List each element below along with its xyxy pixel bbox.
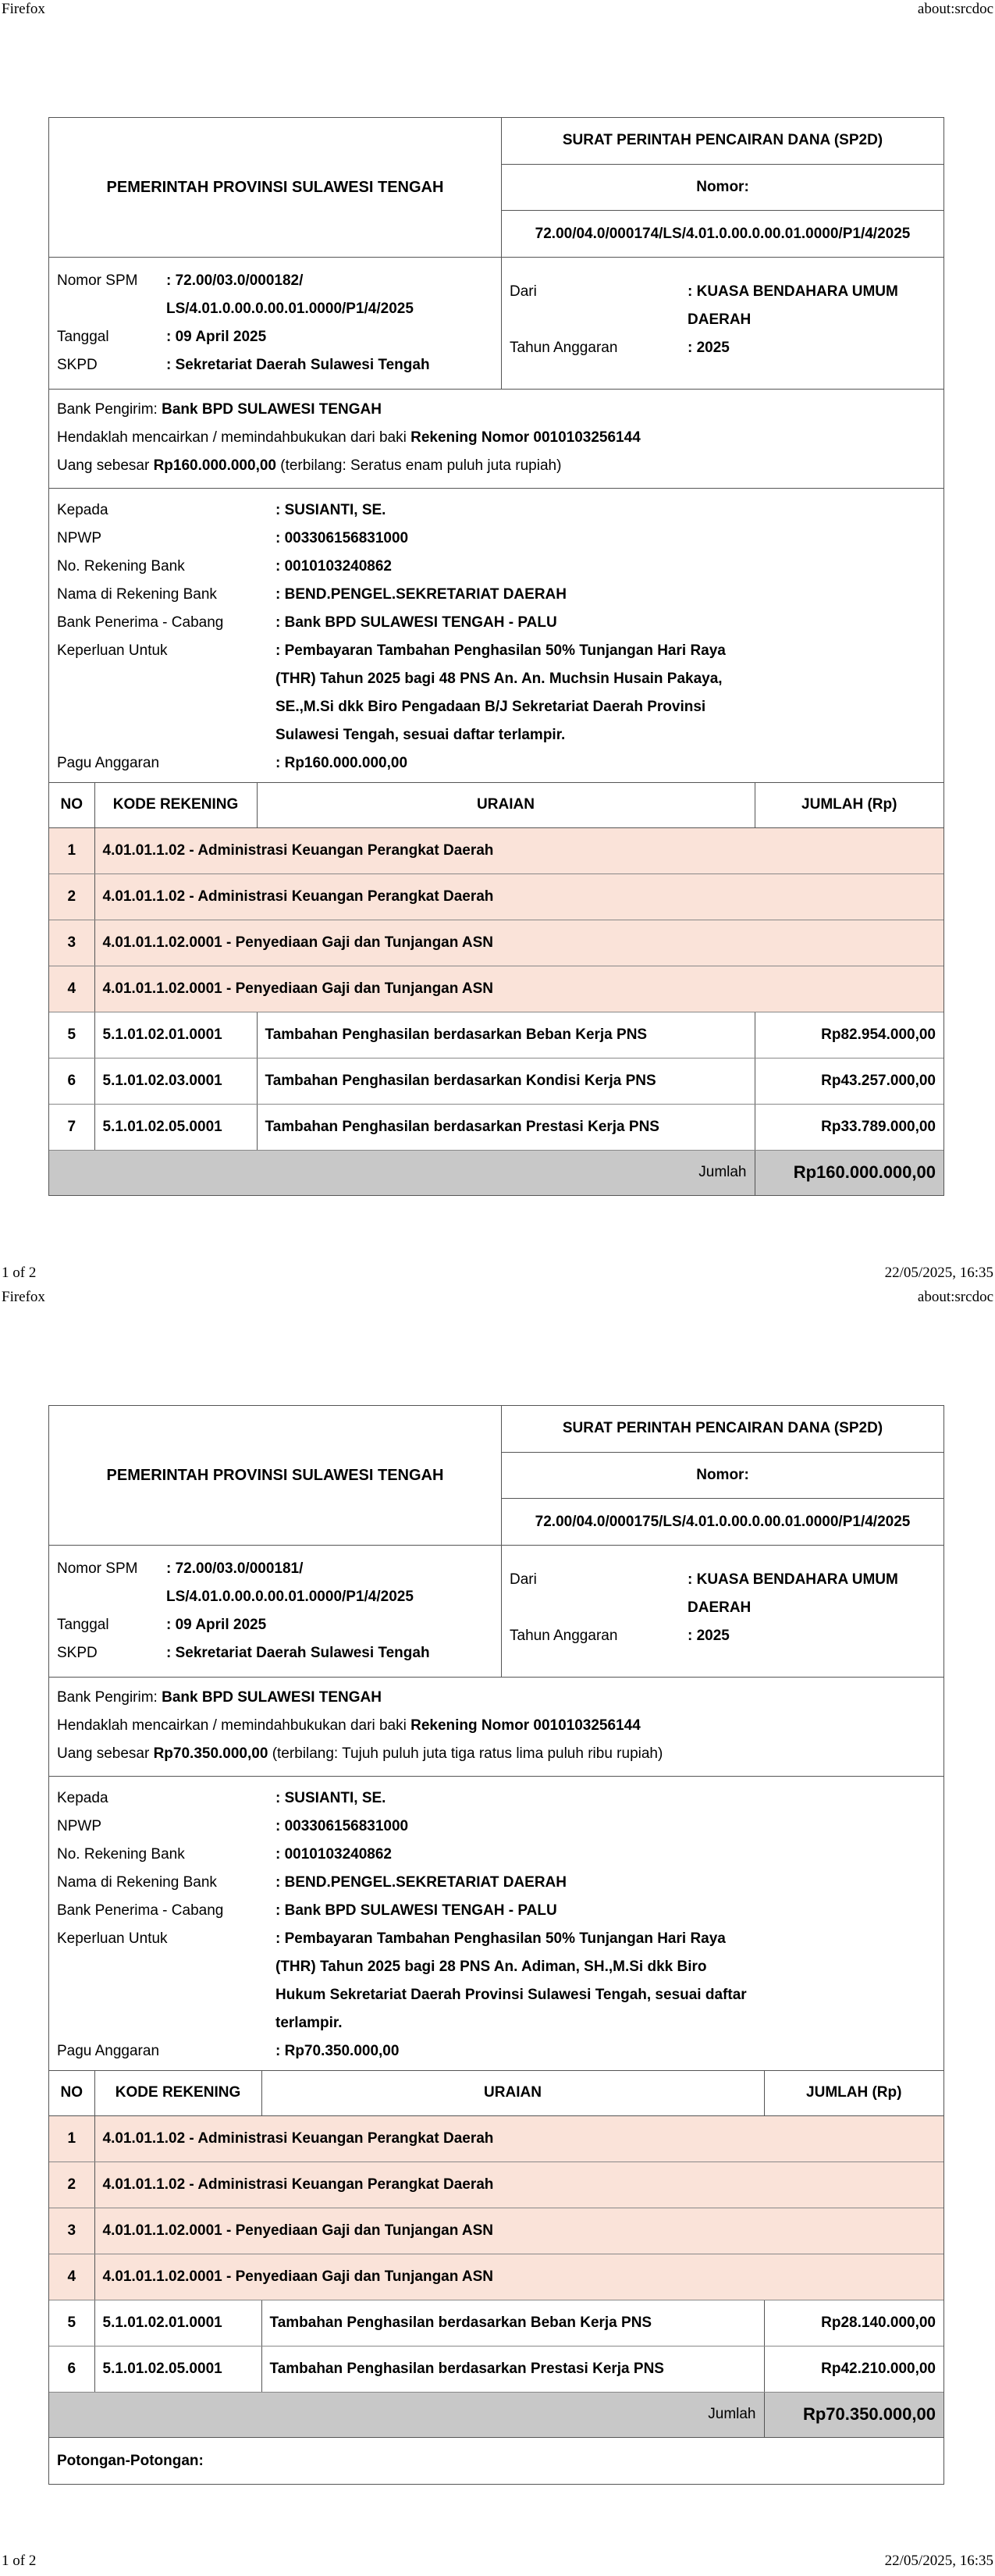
- skpd-label: SKPD: [57, 1645, 98, 1661]
- row-number: 4: [49, 2254, 94, 2300]
- nomor-label: Nomor:: [502, 1452, 943, 1499]
- table-header: KODE REKENING: [94, 2071, 261, 2115]
- keperluan-label: Keperluan Untuk: [57, 1930, 168, 1947]
- keperluan-value: [275, 637, 752, 749]
- tahun-anggaran-label: Tahun Anggaran: [510, 1628, 618, 1644]
- recipient-section: [49, 1777, 943, 2071]
- instruction-text: Hendaklah mencairkan / memindahbukukan dari baki: [57, 1717, 411, 1734]
- no-rekening-value: : 0010103240862: [275, 1846, 392, 1863]
- table-row: [49, 1104, 943, 1150]
- kegiatan-cell: 4.01.01.1.02 - Administrasi Keuangan Perangkat Daerah: [94, 2115, 943, 2161]
- recipient-section: [49, 489, 943, 783]
- bank-pengirim-label: Bank Pengirim:: [57, 1689, 162, 1706]
- rekening-table: [49, 783, 943, 1195]
- government-name: PEMERINTAH PROVINSI SULAWESI TENGAH: [49, 118, 502, 257]
- keperluan-line: terlampir.: [275, 2015, 343, 2031]
- kegiatan-cell: 4.01.01.1.02.0001 - Penyediaan Gaji dan Tunjangan ASN: [94, 2254, 943, 2300]
- no-rekening-label: No. Rekening Bank: [57, 558, 185, 575]
- row-number: 5: [49, 1012, 94, 1058]
- nama-rekening-label: Nama di Rekening Bank: [57, 586, 217, 603]
- nama-rekening-value: : BEND.PENGEL.SEKRETARIAT DAERAH: [275, 586, 567, 603]
- dari-value-cont: DAERAH: [688, 1599, 752, 1616]
- dari-value-cont: DAERAH: [688, 311, 752, 328]
- table-header: NO: [49, 783, 94, 827]
- row-number: 6: [49, 2346, 94, 2392]
- government-name: PEMERINTAH PROVINSI SULAWESI TENGAH: [49, 1406, 502, 1545]
- uang-sebesar-label: Uang sebesar: [57, 1745, 154, 1762]
- page-counter: 1 of 2: [2, 2553, 37, 2569]
- uang-sebesar-value: Rp70.350.000,00: [153, 1745, 268, 1762]
- keperluan-label: Keperluan Untuk: [57, 642, 168, 659]
- uang-sebesar-label: Uang sebesar: [57, 457, 154, 474]
- bank-section: [49, 390, 943, 489]
- pagu-anggaran-label: Pagu Anggaran: [57, 755, 160, 771]
- browser-name: Firefox: [2, 1, 45, 17]
- table-row: [49, 920, 943, 966]
- skpd-value: : Sekretariat Daerah Sulawesi Tengah: [166, 357, 430, 373]
- spm-section: [49, 1546, 943, 1678]
- row-number: 6: [49, 1058, 94, 1104]
- row-number: 3: [49, 920, 94, 966]
- table-row: [49, 827, 943, 873]
- jumlah-total: Rp160.000.000,00: [755, 1150, 943, 1195]
- table-row: [49, 2300, 943, 2346]
- doc-title: SURAT PERINTAH PENCAIRAN DANA (SP2D): [562, 132, 883, 149]
- nomor-value: 72.00/04.0/000174/LS/4.01.0.00.0.00.01.0000/P1/4/2025: [502, 210, 943, 257]
- jumlah-cell: Rp43.257.000,00: [755, 1058, 943, 1104]
- doc-header: [49, 118, 943, 258]
- table-row: [49, 966, 943, 1012]
- pagu-anggaran-value: : Rp160.000.000,00: [275, 755, 408, 771]
- jumlah-cell: Rp28.140.000,00: [764, 2300, 943, 2346]
- table-header: URAIAN: [257, 783, 755, 827]
- keperluan-line: Hukum Sekretariat Daerah Provinsi Sulawesi Tengah, sesuai daftar: [275, 1987, 747, 2003]
- table-header: JUMLAH (Rp): [755, 783, 943, 827]
- nomor-label: Nomor:: [502, 164, 943, 211]
- nama-rekening-label: Nama di Rekening Bank: [57, 1874, 217, 1891]
- total-row: [49, 1150, 943, 1195]
- keperluan-line: (THR) Tahun 2025 bagi 48 PNS An. An. Muchsin Husain Pakaya,: [275, 671, 723, 687]
- row-number: 1: [49, 2115, 94, 2161]
- nomor-spm-value: : 72.00/03.0/000182/: [166, 272, 304, 289]
- dari-label: Dari: [510, 283, 537, 300]
- nomor-spm-label: Nomor SPM: [57, 1560, 138, 1577]
- bank-penerima-value: : Bank BPD SULAWESI TENGAH - PALU: [275, 1902, 557, 1919]
- doc-header: [49, 1406, 943, 1546]
- tahun-anggaran-label: Tahun Anggaran: [510, 340, 618, 356]
- jumlah-label: Jumlah: [49, 1150, 755, 1195]
- nomor-spm-label: Nomor SPM: [57, 272, 138, 289]
- keperluan-value: [275, 1925, 752, 2037]
- bank-section: [49, 1678, 943, 1777]
- page-counter: 1 of 2: [2, 1265, 37, 1281]
- nomor-spm-value-cont: LS/4.01.0.00.0.00.01.0000/P1/4/2025: [166, 301, 414, 317]
- print-datetime: 22/05/2025, 16:35: [884, 2553, 993, 2569]
- row-number: 4: [49, 966, 94, 1012]
- table-header: URAIAN: [261, 2071, 764, 2115]
- tanggal-label: Tanggal: [57, 1617, 109, 1633]
- row-number: 2: [49, 2161, 94, 2208]
- jumlah-label: Jumlah: [49, 2392, 764, 2437]
- jumlah-total: Rp70.350.000,00: [764, 2392, 943, 2437]
- row-number: 3: [49, 2208, 94, 2254]
- bank-penerima-value: : Bank BPD SULAWESI TENGAH - PALU: [275, 614, 557, 631]
- kegiatan-cell: 4.01.01.1.02.0001 - Penyediaan Gaji dan Tunjangan ASN: [94, 2208, 943, 2254]
- kode-rekening-cell: 5.1.01.02.03.0001: [94, 1058, 257, 1104]
- npwp-value: : 003306156831000: [275, 1818, 409, 1834]
- bank-pengirim-value: Bank BPD SULAWESI TENGAH: [162, 1689, 382, 1706]
- kegiatan-cell: 4.01.01.1.02.0001 - Penyediaan Gaji dan Tunjangan ASN: [94, 920, 943, 966]
- uraian-cell: Tambahan Penghasilan berdasarkan Kondisi Kerja PNS: [257, 1058, 755, 1104]
- jumlah-cell: Rp33.789.000,00: [755, 1104, 943, 1150]
- uraian-cell: Tambahan Penghasilan berdasarkan Prestasi Kerja PNS: [261, 2346, 764, 2392]
- kode-rekening-cell: 5.1.01.02.05.0001: [94, 2346, 261, 2392]
- sp2d-document: [48, 1405, 944, 2485]
- skpd-value: : Sekretariat Daerah Sulawesi Tengah: [166, 1645, 430, 1661]
- rekening-nomor: Rekening Nomor 0010103256144: [410, 429, 641, 446]
- tanggal-value: : 09 April 2025: [166, 1617, 267, 1633]
- npwp-label: NPWP: [57, 1818, 101, 1834]
- table-row: [49, 1058, 943, 1104]
- uraian-cell: Tambahan Penghasilan berdasarkan Prestasi Kerja PNS: [257, 1104, 755, 1150]
- dari-value: : KUASA BENDAHARA UMUM: [688, 1571, 898, 1588]
- kode-rekening-cell: 5.1.01.02.01.0001: [94, 1012, 257, 1058]
- pagu-anggaran-value: : Rp70.350.000,00: [275, 2043, 400, 2059]
- kode-rekening-cell: 5.1.01.02.01.0001: [94, 2300, 261, 2346]
- kegiatan-cell: 4.01.01.1.02 - Administrasi Keuangan Perangkat Daerah: [94, 827, 943, 873]
- table-header: KODE REKENING: [94, 783, 257, 827]
- potongan-label: Potongan-Potongan:: [49, 2437, 943, 2484]
- table-row: [49, 2161, 943, 2208]
- table-row: [49, 2254, 943, 2300]
- kegiatan-cell: 4.01.01.1.02 - Administrasi Keuangan Perangkat Daerah: [94, 873, 943, 920]
- table-header: JUMLAH (Rp): [764, 2071, 943, 2115]
- nomor-value: 72.00/04.0/000175/LS/4.01.0.00.0.00.01.0000/P1/4/2025: [502, 1498, 943, 1545]
- bank-pengirim-value: Bank BPD SULAWESI TENGAH: [162, 401, 382, 418]
- tanggal-label: Tanggal: [57, 329, 109, 345]
- npwp-label: NPWP: [57, 530, 101, 546]
- uraian-cell: Tambahan Penghasilan berdasarkan Beban Kerja PNS: [257, 1012, 755, 1058]
- spm-section: [49, 258, 943, 390]
- keperluan-line: (THR) Tahun 2025 bagi 28 PNS An. Adiman, SH.,M.Si dkk Biro: [275, 1959, 707, 1975]
- table-row: [49, 873, 943, 920]
- bank-penerima-label: Bank Penerima - Cabang: [57, 614, 224, 631]
- row-number: 1: [49, 827, 94, 873]
- dari-value: : KUASA BENDAHARA UMUM: [688, 283, 898, 300]
- no-rekening-label: No. Rekening Bank: [57, 1846, 185, 1863]
- jumlah-cell: Rp82.954.000,00: [755, 1012, 943, 1058]
- kegiatan-cell: 4.01.01.1.02.0001 - Penyediaan Gaji dan Tunjangan ASN: [94, 966, 943, 1012]
- bank-pengirim-label: Bank Pengirim:: [57, 401, 162, 418]
- table-row: [49, 2115, 943, 2161]
- nomor-spm-value: : 72.00/03.0/000181/: [166, 1560, 304, 1577]
- print-page: [0, 1288, 995, 2576]
- doc-title: SURAT PERINTAH PENCAIRAN DANA (SP2D): [562, 1420, 883, 1437]
- terbilang-text: (terbilang: Tujuh puluh juta tiga ratus lima puluh ribu rupiah): [268, 1745, 663, 1762]
- print-datetime: 22/05/2025, 16:35: [884, 1265, 993, 1281]
- table-header: NO: [49, 2071, 94, 2115]
- jumlah-cell: Rp42.210.000,00: [764, 2346, 943, 2392]
- npwp-value: : 003306156831000: [275, 530, 409, 546]
- keperluan-line: : Pembayaran Tambahan Penghasilan 50% Tunjangan Hari Raya: [275, 642, 726, 659]
- table-row: [49, 2208, 943, 2254]
- sp2d-document: [48, 117, 944, 1196]
- uang-sebesar-value: Rp160.000.000,00: [153, 457, 276, 474]
- kepada-value: : SUSIANTI, SE.: [275, 1790, 386, 1806]
- table-row: [49, 2346, 943, 2392]
- row-number: 7: [49, 1104, 94, 1150]
- total-row: [49, 2392, 943, 2437]
- row-number: 2: [49, 873, 94, 920]
- uraian-cell: Tambahan Penghasilan berdasarkan Beban Kerja PNS: [261, 2300, 764, 2346]
- kepada-label: Kepada: [57, 1790, 108, 1806]
- pagu-anggaran-label: Pagu Anggaran: [57, 2043, 160, 2059]
- kepada-label: Kepada: [57, 502, 108, 518]
- keperluan-line: SE.,M.Si dkk Biro Pengadaan B/J Sekretariat Daerah Provinsi: [275, 699, 706, 715]
- nama-rekening-value: : BEND.PENGEL.SEKRETARIAT DAERAH: [275, 1874, 567, 1891]
- dari-label: Dari: [510, 1571, 537, 1588]
- kode-rekening-cell: 5.1.01.02.05.0001: [94, 1104, 257, 1150]
- tanggal-value: : 09 April 2025: [166, 329, 267, 345]
- terbilang-text: (terbilang: Seratus enam puluh juta rupiah): [275, 457, 562, 474]
- tahun-anggaran-value: : 2025: [688, 340, 730, 356]
- keperluan-line: Sulawesi Tengah, sesuai daftar terlampir.: [275, 727, 566, 743]
- nomor-spm-value-cont: LS/4.01.0.00.0.00.01.0000/P1/4/2025: [166, 1589, 414, 1605]
- page-url: about:srcdoc: [917, 1289, 993, 1305]
- table-row: [49, 1012, 943, 1058]
- rekening-nomor: Rekening Nomor 0010103256144: [410, 1717, 641, 1734]
- tahun-anggaran-value: : 2025: [688, 1628, 730, 1644]
- instruction-text: Hendaklah mencairkan / memindahbukukan dari baki: [57, 429, 411, 446]
- page-url: about:srcdoc: [917, 1, 993, 17]
- kepada-value: : SUSIANTI, SE.: [275, 502, 386, 518]
- browser-name: Firefox: [2, 1289, 45, 1305]
- bank-penerima-label: Bank Penerima - Cabang: [57, 1902, 224, 1919]
- no-rekening-value: : 0010103240862: [275, 558, 392, 575]
- row-number: 5: [49, 2300, 94, 2346]
- keperluan-line: : Pembayaran Tambahan Penghasilan 50% Tunjangan Hari Raya: [275, 1930, 726, 1947]
- rekening-table: [49, 2071, 943, 2437]
- kegiatan-cell: 4.01.01.1.02 - Administrasi Keuangan Perangkat Daerah: [94, 2161, 943, 2208]
- skpd-label: SKPD: [57, 357, 98, 373]
